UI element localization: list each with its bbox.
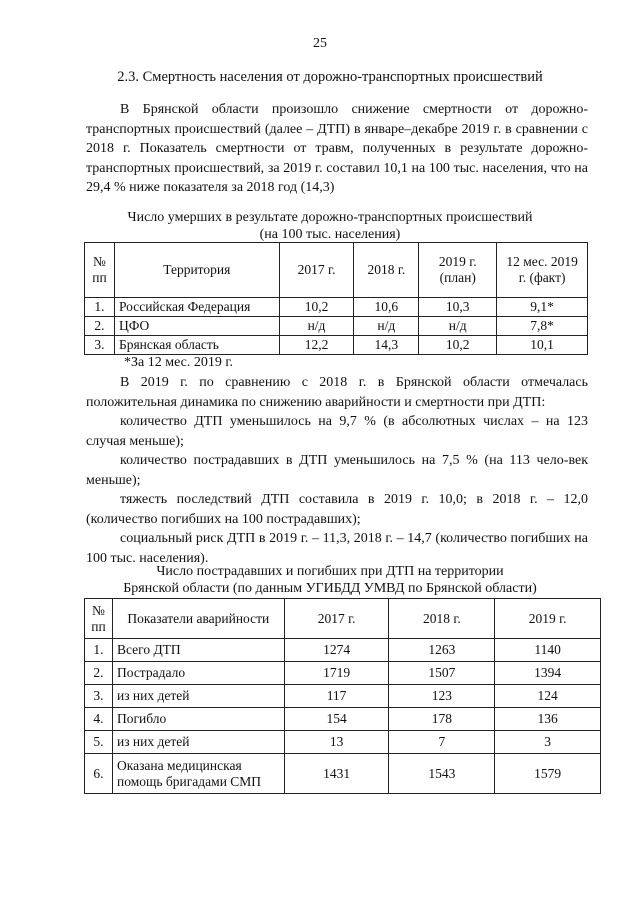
cell-2018: 1543 bbox=[389, 754, 495, 794]
cell-territory: Российская Федерация bbox=[114, 298, 279, 317]
cell-territory: ЦФО bbox=[114, 317, 279, 336]
body-paragraph-accidents: количество ДТП уменьшилось на 9,7 % (в абсолютных числах – на 123 случая меньше); bbox=[86, 414, 588, 449]
cell-indicator: Всего ДТП bbox=[112, 639, 284, 662]
table-header-row bbox=[85, 243, 588, 298]
cell-2018: 178 bbox=[389, 708, 495, 731]
table2-caption-line2: Брянской области (по данным УГИБДД УМВД по Брянской области) bbox=[123, 581, 537, 596]
header-12m-fact: 12 мес. 2019 г. (факт) bbox=[497, 243, 588, 298]
header-2019: 2019 г. bbox=[495, 599, 601, 639]
header-num: № пп bbox=[85, 243, 115, 298]
header-2018: 2018 г. bbox=[389, 599, 495, 639]
intro-paragraph: В Брянской области произошло снижение смертности от дорожно-транспортных происшествий (далее – ДТП) в январе–декабре 2019 г. в сравнении с 2018 г. Показатель смертности от травм, полученных в результате дорожно-транспортных происшествий, за 2019 г. составил 10,1 на 100 тыс. населения, что на 29,4 % ниже показателя за 2018 год (14,3) bbox=[86, 102, 588, 195]
cell-2018: 1263 bbox=[389, 639, 495, 662]
cell-2018: 7 bbox=[389, 731, 495, 754]
cell-num: 1. bbox=[85, 298, 115, 317]
mortality-table bbox=[84, 242, 588, 355]
cell-indicator: Погибло bbox=[112, 708, 284, 731]
body-paragraph-injured: количество пострадавших в ДТП уменьшилось на 7,5 % (на 113 чело-век меньше); bbox=[86, 453, 588, 488]
table2-caption bbox=[60, 563, 600, 597]
table-row bbox=[85, 685, 601, 708]
header-2019-plan: 2019 г. (план) bbox=[419, 243, 497, 298]
cell-2018: 14,3 bbox=[354, 336, 419, 355]
cell-2017: 12,2 bbox=[279, 336, 354, 355]
cell-2019: 1394 bbox=[495, 662, 601, 685]
header-indicator: Показатели аварийности bbox=[112, 599, 284, 639]
cell-2017: 1274 bbox=[284, 639, 389, 662]
table-row bbox=[85, 731, 601, 754]
header-2017: 2017 г. bbox=[284, 599, 389, 639]
cell-12m-fact: 7,8* bbox=[497, 317, 588, 336]
body-paragraph-intro: В 2019 г. по сравнению с 2018 г. в Брянской области отмечалась положительная динамика по снижению аварийности и смертности при ДТП: bbox=[86, 375, 588, 410]
accidents-table bbox=[84, 598, 601, 794]
cell-territory: Брянская область bbox=[114, 336, 279, 355]
cell-num: 1. bbox=[85, 639, 113, 662]
cell-indicator: Пострадало bbox=[112, 662, 284, 685]
cell-2019-plan: н/д bbox=[419, 317, 497, 336]
cell-num: 3. bbox=[85, 336, 115, 355]
table1-caption-line2: (на 100 тыс. населения) bbox=[259, 227, 401, 242]
section-heading: 2.3. Смертность населения от дорожно-транспортных происшествий bbox=[117, 69, 543, 85]
header-2018: 2018 г. bbox=[354, 243, 419, 298]
table1-footnote: *За 12 мес. 2019 г. bbox=[124, 355, 234, 370]
body-paragraph-severity: тяжесть последствий ДТП составила в 2019 г. 10,0; в 2018 г. – 12,0 (количество погибших на 100 пострадавших); bbox=[86, 492, 588, 527]
cell-2017: 13 bbox=[284, 731, 389, 754]
cell-num: 4. bbox=[85, 708, 113, 731]
cell-num: 5. bbox=[85, 731, 113, 754]
cell-2017: 1431 bbox=[284, 754, 389, 794]
cell-2019: 1579 bbox=[495, 754, 601, 794]
cell-num: 2. bbox=[85, 317, 115, 336]
cell-2017: 10,2 bbox=[279, 298, 354, 317]
table2-caption-line1: Число пострадавших и погибших при ДТП на территории bbox=[156, 564, 504, 579]
cell-2018: 123 bbox=[389, 685, 495, 708]
cell-2019: 136 bbox=[495, 708, 601, 731]
cell-2017: 117 bbox=[284, 685, 389, 708]
table-row bbox=[85, 662, 601, 685]
cell-2019-plan: 10,3 bbox=[419, 298, 497, 317]
table-row bbox=[85, 336, 588, 355]
cell-num: 2. bbox=[85, 662, 113, 685]
body-paragraph-social-risk: социальный риск ДТП в 2019 г. – 11,3, 2018 г. – 14,7 (количество погибших на 100 тыс. населения). bbox=[86, 531, 588, 566]
cell-2019-plan: 10,2 bbox=[419, 336, 497, 355]
page-number: 25 bbox=[313, 36, 327, 51]
cell-indicator: из них детей bbox=[112, 685, 284, 708]
cell-2019: 3 bbox=[495, 731, 601, 754]
table-row bbox=[85, 639, 601, 662]
table-row bbox=[85, 298, 588, 317]
table1-caption bbox=[60, 209, 600, 243]
table-header-row bbox=[85, 599, 601, 639]
cell-indicator: Оказана медицинская помощь бригадами СМП bbox=[112, 754, 284, 794]
cell-2019: 1140 bbox=[495, 639, 601, 662]
cell-2018: 10,6 bbox=[354, 298, 419, 317]
header-num: № пп bbox=[85, 599, 113, 639]
table1-caption-line1: Число умерших в результате дорожно-транспортных происшествий bbox=[127, 210, 533, 225]
table-row bbox=[85, 708, 601, 731]
cell-2019: 124 bbox=[495, 685, 601, 708]
cell-2017: 1719 bbox=[284, 662, 389, 685]
cell-12m-fact: 10,1 bbox=[497, 336, 588, 355]
cell-12m-fact: 9,1* bbox=[497, 298, 588, 317]
cell-2018: н/д bbox=[354, 317, 419, 336]
table-row bbox=[85, 317, 588, 336]
cell-2017: н/д bbox=[279, 317, 354, 336]
cell-2017: 154 bbox=[284, 708, 389, 731]
table-row bbox=[85, 754, 601, 794]
cell-num: 3. bbox=[85, 685, 113, 708]
cell-indicator: из них детей bbox=[112, 731, 284, 754]
cell-2018: 1507 bbox=[389, 662, 495, 685]
header-2017: 2017 г. bbox=[279, 243, 354, 298]
cell-num: 6. bbox=[85, 754, 113, 794]
header-territory: Территория bbox=[114, 243, 279, 298]
